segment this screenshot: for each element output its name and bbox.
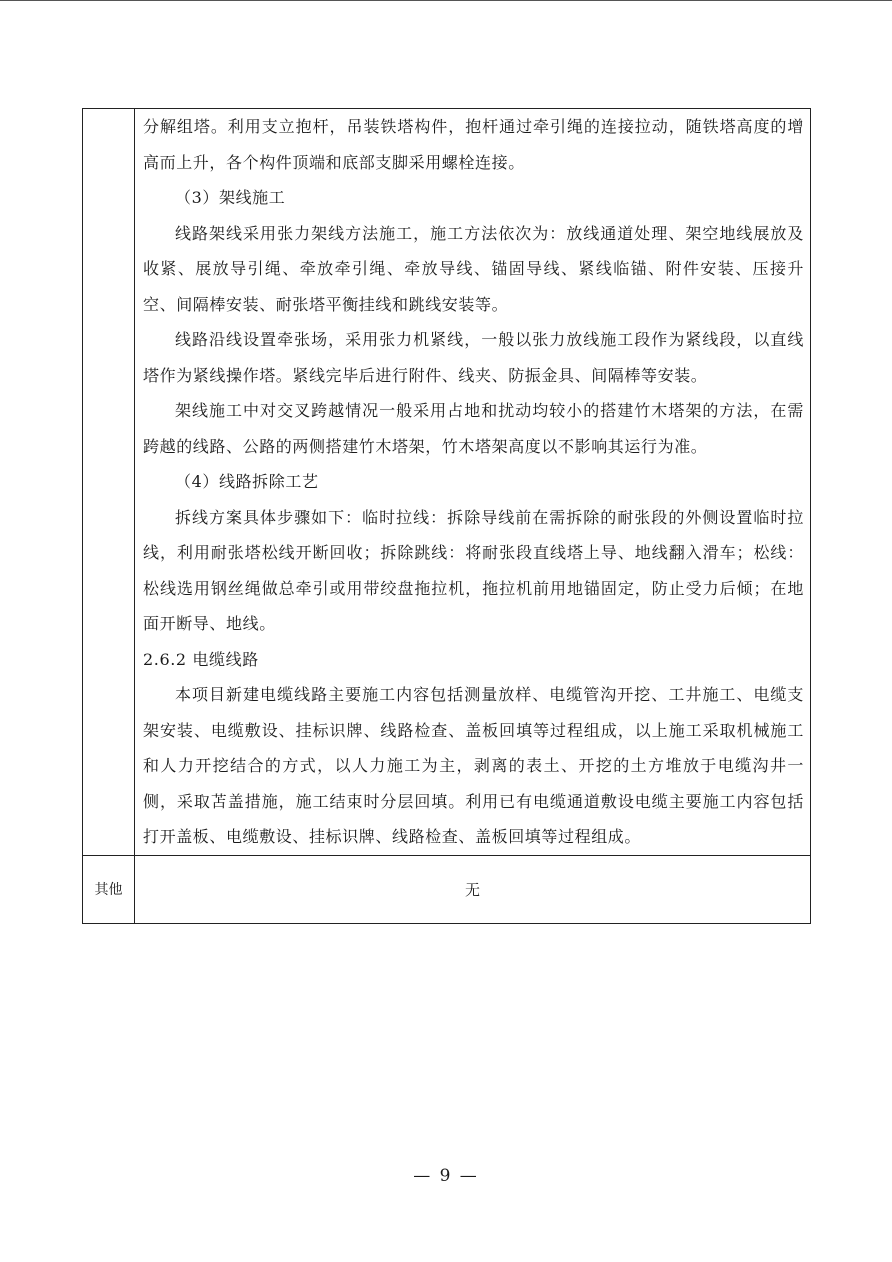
- paragraph: 架线施工中对交叉跨越情况一般采用占地和扰动均较小的搭建竹木塔架的方法，在需跨越的线路、公路的两侧搭建竹木塔架，竹木塔架高度以不影响其运行为准。: [143, 401, 804, 456]
- row-label-cell: [83, 109, 135, 856]
- other-label: 其他: [83, 855, 135, 923]
- paragraph: 线路架线采用张力架线方法施工，施工方法依次为：放线通道处理、架空地线展放及收紧、展放导引绳、牵放牵引绳、牵放导线、锚固导线、紧线临锚、附件安装、压接升空、间隔棒安装、耐张塔平衡挂线和跳线安装等。: [143, 223, 804, 314]
- section-subheading: （4）线路拆除工艺: [175, 472, 319, 491]
- page-top-rule: [0, 0, 892, 1]
- paragraph: 拆线方案具体步骤如下：临时拉线：拆除导线前在需拆除的耐张段的外侧设置临时拉线，利用耐张塔松线开断回收；拆除跳线：将耐张段直线塔上导、地线翻入滑车；松线：松线选用钢丝绳做总牵引或用带绞盘拖拉机，拖拉机前用地锚固定，防止受力后倾；在地面开断导、地线。: [143, 507, 804, 633]
- construction-content-table: [82, 108, 811, 924]
- other-value: 无: [135, 855, 811, 923]
- construction-text: [143, 109, 804, 855]
- paragraph: 本项目新建电缆线路主要施工内容包括测量放样、电缆管沟开挖、工井施工、电缆支架安装、电缆敷设、挂标识牌、线路检查、盖板回填等过程组成，以上施工采取机械施工和人力开挖结合的方式，以人力施工为主，剥离的表土、开挖的土方堆放于电缆沟井一侧，采取苫盖措施，施工结束时分层回填。利用已有电缆通道敷设电缆主要施工内容包括打开盖板、电缆敷设、挂标识牌、线路检查、盖板回填等过程组成。: [143, 685, 804, 846]
- page-number: — 9 —: [413, 1166, 479, 1186]
- paragraph: 分解组塔。利用支立抱杆，吊装铁塔构件，抱杆通过牵引绳的连接拉动，随铁塔高度的增高而上升，各个构件顶端和底部支脚采用螺栓连接。: [143, 117, 804, 172]
- paragraph: 2.6.2 电缆线路: [143, 649, 259, 669]
- construction-text-cell: [135, 109, 811, 856]
- table-row-other: [83, 855, 811, 923]
- section-subheading: （3）架线施工: [175, 188, 286, 207]
- table-row-construction: [83, 109, 811, 856]
- paragraph: 线路沿线设置牵张场，采用张力机紧线，一般以张力放线施工段作为紧线段，以直线塔作为紧线操作塔。紧线完毕后进行附件、线夹、防振金具、间隔棒等安装。: [143, 330, 804, 385]
